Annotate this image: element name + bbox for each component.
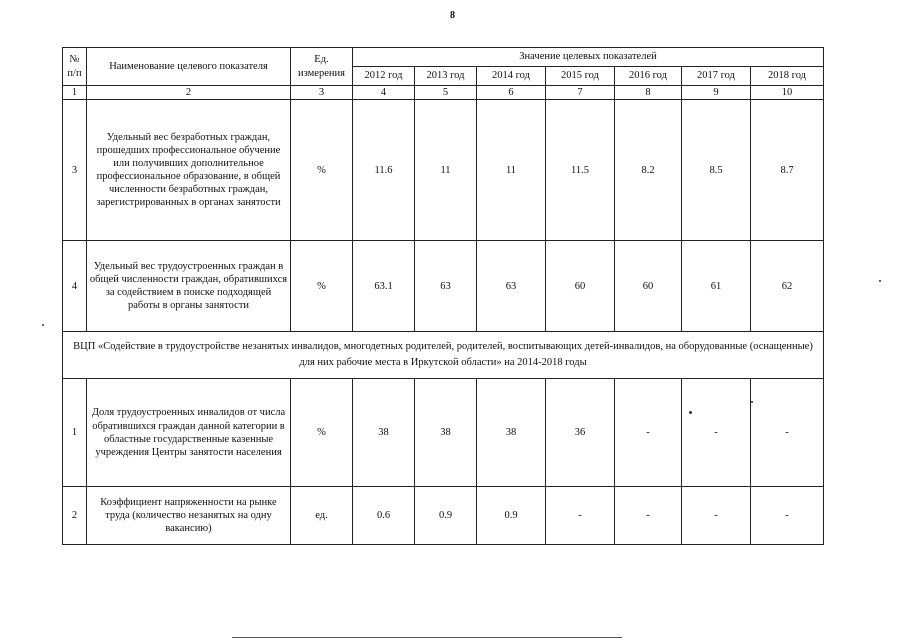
column-number: 5 <box>415 86 477 100</box>
table-row <box>63 100 824 241</box>
value-cell: 8.2 <box>615 100 682 241</box>
table-row <box>63 241 824 332</box>
indicator-name: Коэффициент напряженности на рынке труда (количество незанятых на одну вакансию) <box>87 487 291 545</box>
value-cell: 11.5 <box>546 100 615 241</box>
scan-dot <box>751 401 753 403</box>
scan-edge-line <box>232 637 622 638</box>
value-cell: 61 <box>682 241 751 332</box>
indicator-name: Удельный вес безработных граждан, прошедших профессиональное обучение или получивших дополнительное профессиональное образование, в общей численности безработных граждан, зарегистрированных в органах занятости <box>87 100 291 241</box>
header-row-top <box>63 48 824 67</box>
table-row <box>63 487 824 545</box>
value-cell: 0.9 <box>415 487 477 545</box>
column-number: 2 <box>87 86 291 100</box>
row-number: 2 <box>63 487 87 545</box>
unit-cell: % <box>291 379 353 487</box>
value-cell: 38 <box>477 379 546 487</box>
column-number: 9 <box>682 86 751 100</box>
value-cell: 11 <box>477 100 546 241</box>
section-row <box>63 332 824 379</box>
table-row <box>63 379 824 487</box>
header-year: 2016 год <box>615 67 682 86</box>
value-cell: 60 <box>615 241 682 332</box>
scan-dot <box>879 280 881 282</box>
row-number: 1 <box>63 379 87 487</box>
value-cell: 0.6 <box>353 487 415 545</box>
header-num: № п/п <box>63 48 87 86</box>
value-cell: - <box>751 487 824 545</box>
column-number: 3 <box>291 86 353 100</box>
header-unit: Ед. измерения <box>291 48 353 86</box>
value-cell: 63.1 <box>353 241 415 332</box>
value-cell: 36 <box>546 379 615 487</box>
value-cell: 63 <box>477 241 546 332</box>
page-number: 8 <box>450 10 455 21</box>
header-year: 2017 год <box>682 67 751 86</box>
header-year: 2015 год <box>546 67 615 86</box>
header-name: Наименование целевого показателя <box>87 48 291 86</box>
unit-cell: % <box>291 100 353 241</box>
row-number: 3 <box>63 100 87 241</box>
value-cell: - <box>682 487 751 545</box>
header-year: 2014 год <box>477 67 546 86</box>
column-number: 4 <box>353 86 415 100</box>
unit-cell: % <box>291 241 353 332</box>
column-number: 10 <box>751 86 824 100</box>
row-number: 4 <box>63 241 87 332</box>
indicator-name: Удельный вес трудоустроенных граждан в общей численности граждан, обратившихся за содействием в поиске подходящей работы в органы занятости <box>87 241 291 332</box>
value-cell: - <box>615 379 682 487</box>
column-number: 8 <box>615 86 682 100</box>
header-year: 2018 год <box>751 67 824 86</box>
value-cell: 63 <box>415 241 477 332</box>
value-cell: 38 <box>415 379 477 487</box>
value-cell: - <box>682 379 751 487</box>
header-values-group: Значение целевых показателей <box>353 48 824 67</box>
value-cell: 0.9 <box>477 487 546 545</box>
header-year: 2012 год <box>353 67 415 86</box>
column-number: 7 <box>546 86 615 100</box>
value-cell: 8.5 <box>682 100 751 241</box>
value-cell: 38 <box>353 379 415 487</box>
header-year: 2013 год <box>415 67 477 86</box>
scan-dot <box>42 324 44 326</box>
indicator-name: Доля трудоустроенных инвалидов от числа обратившихся граждан данной категории в областные государственные казенные учреждения Центры занятости населения <box>87 379 291 487</box>
indicators-table <box>62 47 824 545</box>
value-cell: 11.6 <box>353 100 415 241</box>
value-cell: - <box>751 379 824 487</box>
column-number: 1 <box>63 86 87 100</box>
value-cell: 11 <box>415 100 477 241</box>
value-cell: - <box>615 487 682 545</box>
scan-dot <box>689 411 692 414</box>
value-cell: - <box>546 487 615 545</box>
column-numbers-row <box>63 86 824 100</box>
column-number: 6 <box>477 86 546 100</box>
value-cell: 62 <box>751 241 824 332</box>
section-title: ВЦП «Содействие в трудоустройстве незанятых инвалидов, многодетных родителей, родителей, воспитывающих детей-инвалидов, на оборудованные (оснащенные) для них рабочие места в Иркутской области» на 2014-2018 годы <box>63 332 824 379</box>
value-cell: 8.7 <box>751 100 824 241</box>
value-cell: 60 <box>546 241 615 332</box>
unit-cell: ед. <box>291 487 353 545</box>
